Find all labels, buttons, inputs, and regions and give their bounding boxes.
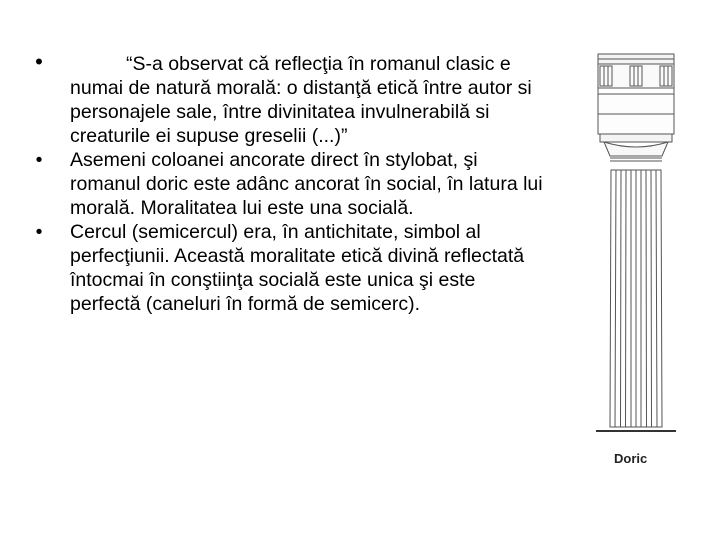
bullet-marker: • <box>35 49 43 74</box>
doric-column-figure <box>590 52 680 492</box>
slide-text <box>30 49 550 316</box>
figure-caption: Doric <box>614 451 648 466</box>
bullet-text-cercul: Cercul (semicercul) era, în antichitate, simbol al perfecţiunii. Această moralitate etică divină reflectată întocmai în conştiinţa socială este unica şi este perfectă (caneluri în formă de semicerc). <box>70 221 525 315</box>
bullet-text-quote: “S-a observat că reflecţia în romanul clasic e numai de natură morală: o distanţă etică între autor si personajele sale, între divinitatea invulnerabilă si creaturile ei supuse greselii (...)” <box>70 53 532 147</box>
doric-column-illustration-icon <box>590 52 680 447</box>
bullet-text-stylobat: Asemeni coloanei ancorate direct în stylobat, şi romanul doric este adânc ancorat în social, în latura lui morală. Moralitatea lui este una socială. <box>70 149 543 219</box>
bullet-list <box>30 49 550 316</box>
bullet-marker: • <box>35 221 43 243</box>
bullet-item-quote <box>30 49 550 148</box>
bullet-item-stylobat <box>30 148 550 220</box>
bullet-marker: • <box>35 149 43 171</box>
bullet-item-cercul <box>30 220 550 316</box>
